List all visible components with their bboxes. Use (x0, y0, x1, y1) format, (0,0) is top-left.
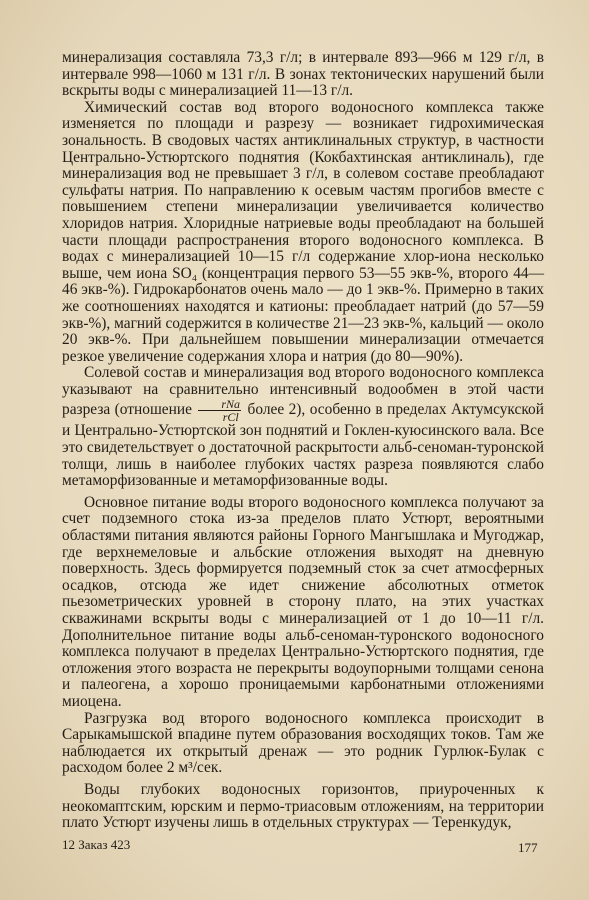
ratio-fraction (198, 398, 241, 423)
paragraph-salt-composition (62, 365, 544, 490)
paragraph-recharge: Основное питание воды второго водоносного комплекса получают за счет подземного стока из-за пределов плато Устюрт, вероятными областями питания являются районы Горного Мангышлака и Мугоджар, где верхнемеловые и альбские отложения выходят на дневную поверхность. Здесь формируется подземный сток за счет атмосферных осадков, отсюда же идет снижение абсолютных отметок пьезометрических уровней в сторону плато, на этих участках скважинами вскрыты воды с минерализацией от 1 до 10—11 г/л. Дополнительное питание воды альб-сеноман-туронского водоносного комплекса получают в пределах Центрально-Устюртского поднятия, где отложения этого возраста не перекрыты водоупорными толщами сенона и палеогена, а хорошо проницаемыми карбонатными отложениями миоцена. (62, 493, 544, 710)
page-number: 177 (518, 840, 538, 855)
body-text (62, 50, 544, 832)
paragraph-salt-composition-end: более 2), особенно в пределах Актумсукской и Центрально-Устюртской зон поднятий и Гоклен-куюсинского вала. Все это свидетельствует о достаточной раскрытости альб-сеноман-туронской толщи, лишь в наиболее глубоких частях разреза появляются слабо метаморфизованные и метаморфизованные воды. (62, 401, 544, 490)
paragraph-chemical-composition: Химический состав вод второго водоносного комплекса также изменяется по площади и разрезу — возникает гидрохимическая зональность. В сводовых частях антиклинальных структур, в частности Центрально-Устюртского поднятия (Кокбахтинская антиклиналь), где минерализация вод не превышает 3 г/л, в солевом составе преобладают сульфаты натрия. По направлению к осевым частям прогибов вместе с повышением степени минерализации увеличивается количество хлоридов натрия. Хлоридные натриевые воды преобладают на большей части площади распространения второго водоносного комплекса. В водах с минерализацией 10—15 г/л содержание хлор-иона несколько выше, чем иона SO₄ (концентрация первого 53—55 экв-%, второго 44—46 экв-%). Гидрокарбонатов очень мало — до 1 экв-%. Примерно в таких же соотношениях находятся и катионы: преобладает натрий (до 57—59 экв-%), магний содержится в количестве 21—23 экв-%, кальций — около 20 экв-%. При дальнейшем повышении минерализации отмечается резкое увеличение содержания хлора и натрия (до 80—90%). (62, 98, 544, 365)
paragraph-deep-aquifers: Воды глубоких водоносных горизонтов, приуроченных к неокомаптским, юрским и пермо-триасовым отложениям, на территории плато Устюрт изучены лишь в отдельных структурах — Теренкудук, (62, 780, 544, 832)
paragraph-discharge: Разгрузка вод второго водоносного комплекса происходит в Сарыкамышской впадине путем образования восходящих токов. Там же наблюдается их открытый дренаж — это родник Гурлюк-Булак с расходом более 2 м³/сек. (62, 709, 544, 777)
paragraph-continuation: минерализация составляла 73,3 г/л; в интервале 893—966 м 129 г/л, в интервале 998—1060 м 131 г/л. В зонах тектонических нарушений были вскрыты воды с минерализацией 11—13 г/л. (62, 49, 544, 100)
print-signature: 12 Заказ 423 (62, 837, 131, 852)
fraction-denominator: rCl (222, 410, 239, 425)
paragraph-salt-composition-start: Солевой состав и минерализация вод второго водоносного комплекса указывают на сравнительно интенсивный водообмен в этой части разреза (отношение (62, 364, 544, 419)
fraction-numerator: rNa (198, 398, 241, 411)
